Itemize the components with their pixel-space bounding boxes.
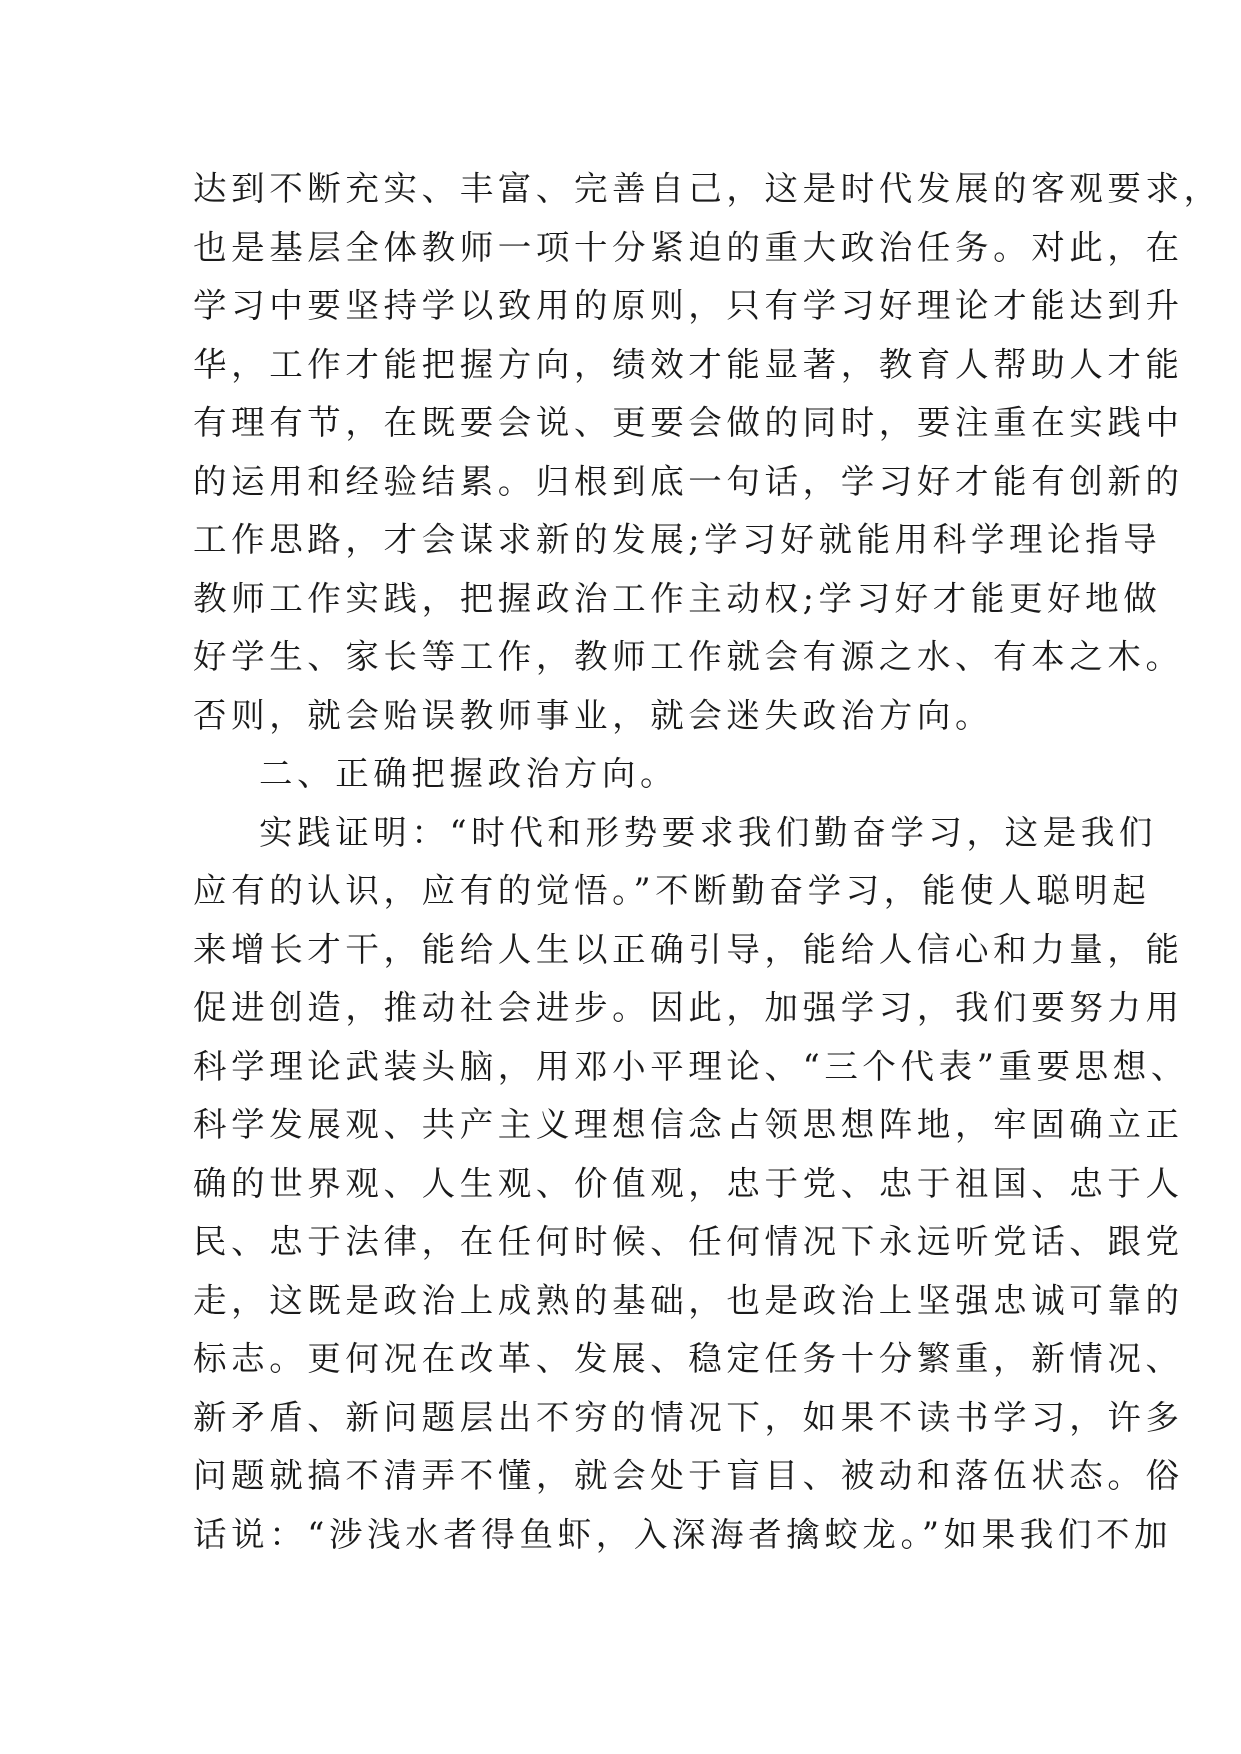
- text-line: 走，这既是政治上成熟的基础，也是政治上坚强忠诚可靠的: [193, 1280, 1184, 1320]
- text-line: 有理有节，在既要会说、更要会做的同时，要注重在实践中: [193, 403, 1184, 442]
- body-text: [193, 160, 1222, 1564]
- text-line: 达到不断充实、丰富、完善自己，这是时代发展的客观要求，: [193, 169, 1222, 208]
- text-line: 民、忠于法律，在任何时候、任何情况下永远听党话、跟党: [193, 1222, 1184, 1261]
- text-line: 否则，就会贻误教师事业，就会迷失政治方向。: [193, 695, 994, 735]
- text-line: 话说：“涉浅水者得鱼虾，入深海者擒蛟龙。”如果我们不加: [193, 1514, 1173, 1554]
- text-line: 好学生、家长等工作，教师工作就会有源之水、有本之木。: [193, 637, 1184, 676]
- text-line: 科学理论武装头脑，用邓小平理论、“三个代表”重要思想、: [193, 1046, 1189, 1086]
- text-line: 应有的认识，应有的觉悟。”不断勤奋学习，能使人聪明起: [193, 871, 1151, 910]
- paragraph-first-line: 实践证明：“时代和形势要求我们勤奋学习，这是我们: [259, 812, 1158, 852]
- text-line: 标志。更何况在改革、发展、稳定任务十分繁重，新情况、: [193, 1339, 1184, 1378]
- text-line: 新矛盾、新问题层出不穷的情况下，如果不读书学习，许多: [193, 1397, 1184, 1437]
- text-line: 学习中要坚持学以致用的原则，只有学习好理论才能达到升: [193, 286, 1184, 325]
- text-line: 工作思路，才会谋求新的发展;学习好就能用科学理论指导: [193, 520, 1162, 559]
- text-line: 的运用和经验结累。归根到底一句话，学习好才能有创新的: [193, 461, 1184, 501]
- text-line: 促进创造，推动社会进步。因此，加强学习，我们要努力用: [193, 988, 1184, 1027]
- text-line: 来增长才干，能给人生以正确引导，能给人信心和力量，能: [193, 929, 1184, 969]
- text-line: 问题就搞不清弄不懂，就会处于盲目、被动和落伍状态。俗: [193, 1456, 1184, 1495]
- paragraph-first-line: 二、正确把握政治方向。: [259, 754, 679, 793]
- text-line: 华，工作才能把握方向，绩效才能显著，教育人帮助人才能: [193, 344, 1184, 384]
- text-line: 教师工作实践，把握政治工作主动权;学习好才能更好地做: [193, 578, 1162, 618]
- text-line: 科学发展观、共产主义理想信念占领思想阵地，牢固确立正: [193, 1105, 1184, 1144]
- text-line: 确的世界观、人生观、价值观，忠于党、忠于祖国、忠于人: [193, 1163, 1184, 1203]
- text-line: 也是基层全体教师一项十分紧迫的重大政治任务。对此，在: [193, 227, 1184, 267]
